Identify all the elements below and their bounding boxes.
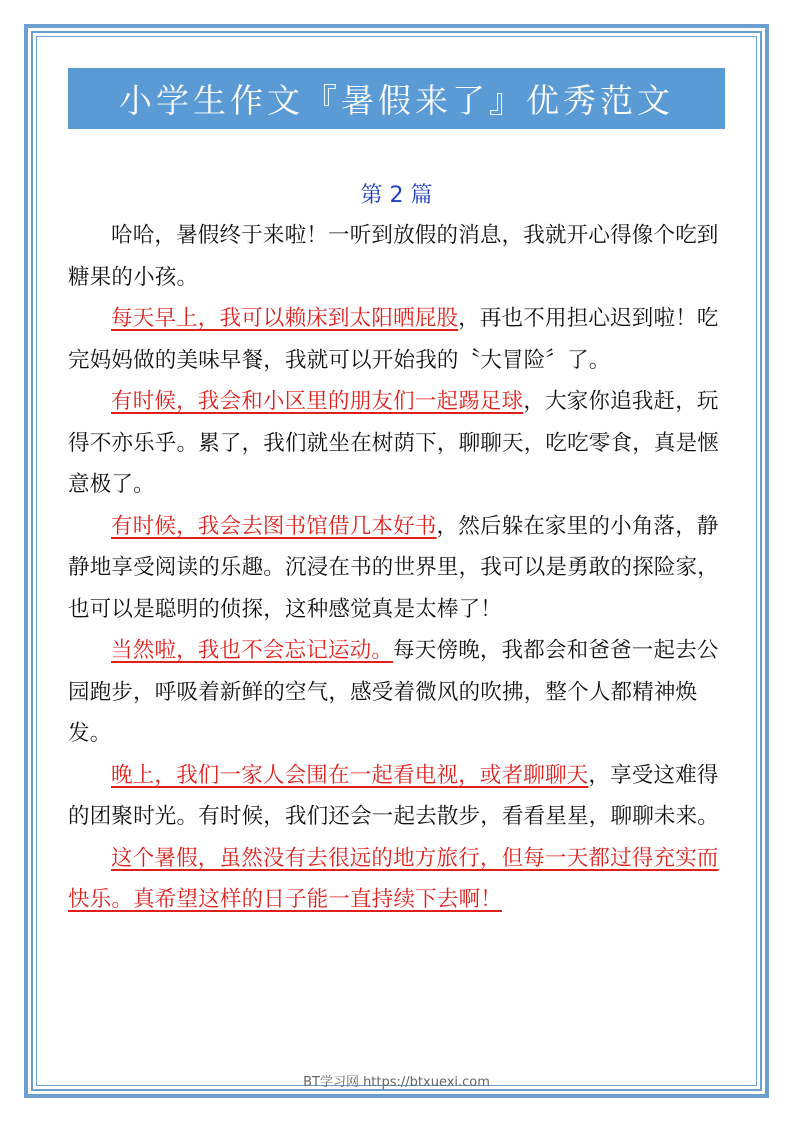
page-title: 小学生作文『暑假来了』优秀范文 [119, 81, 674, 120]
highlight-sentence: 当然啦，我也不会忘记运动。 [111, 638, 394, 663]
highlight-sentence: 每天早上，我可以赖床到太阳晒屁股 [111, 306, 459, 331]
paragraph-1 [68, 215, 728, 298]
paragraph-text: 每天傍晚，我都会和爸爸一起去公园跑步，呼吸着新鲜的空气，感受着微风的吹拂，整个人都精神焕发。 [68, 638, 719, 746]
footer-source: BT学习网 https://btxuexi.com [303, 1075, 490, 1090]
highlight-sentence: 有时候，我会去图书馆借几本好书 [111, 513, 437, 539]
title-banner [68, 68, 725, 129]
paragraph-4 [68, 506, 728, 631]
highlight-sentence: 这个暑假，虽然没有去很远的地方旅行，但每一天都过得充实而快乐。真希望这样的日子能一直持续下去啊！ [68, 845, 719, 912]
essay-body [68, 215, 728, 921]
paragraph-text: ，享受这难得的团聚时光。有时候，我们还会一起去散步，看看星星，聊聊未来。 [68, 762, 720, 829]
paragraph-text: 哈哈，暑假终于来啦！一听到放假的消息，我就开心得像个吃到糖果的小孩。 [68, 223, 719, 290]
paragraph-text: ，然后躲在家里的小角落，静静地享受阅读的乐趣。沉浸在书的世界里，我可以是勇敢的探险家，也可以是聪明的侦探，这种感觉真是太棒了！ [68, 513, 720, 622]
paragraph-3 [68, 381, 728, 506]
paragraph-text: ，再也不用担心迟到啦！吃完妈妈做的美味早餐，我就可以开始我的〝大冒险〞了。 [68, 306, 719, 373]
highlight-sentence: 有时候，我会和小区里的朋友们一起踢足球 [111, 389, 524, 414]
paragraph-2 [68, 298, 728, 381]
paragraph-7 [68, 838, 728, 921]
paragraph-6 [68, 755, 728, 838]
paragraph-text: ，大家你追我赶，玩得不亦乐乎。累了，我们就坐在树荫下，聊聊天，吃吃零食，真是惬意极了。 [68, 389, 720, 497]
paragraph-5 [68, 630, 728, 755]
highlight-sentence: 晚上，我们一家人会围在一起看电视，或者聊聊天 [111, 762, 589, 788]
chapter-heading: 第 2 篇 [360, 183, 433, 208]
